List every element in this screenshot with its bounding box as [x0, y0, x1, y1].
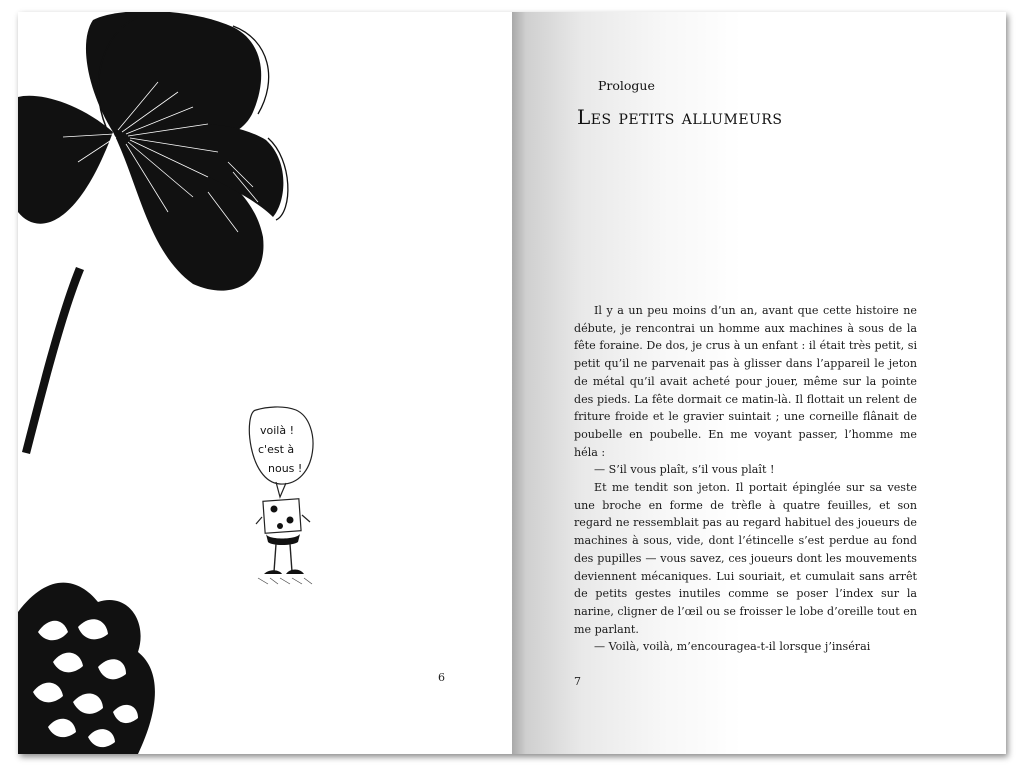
- page-number-right: 7: [574, 675, 581, 688]
- left-page: [18, 12, 512, 754]
- book-spread: [18, 12, 1006, 754]
- paragraph: — Voilà, voilà, m’encouragea-t-il lorsque j’insérai: [594, 640, 871, 654]
- chapter-title: Les petits allumeurs: [577, 105, 783, 129]
- paragraph: Et me tendit son jeton. Il portait épinglée sur sa veste une broche en forme de trèfle à quatre feuilles, et son regard ne ressemblait pas au regard habituel des joueurs de machines à sous, vide, dont l’étincelle s’est perdue au fond des pupilles — vous savez, ces joueurs dont les mouvements deviennent mécaniques. Lui souriait, et cumulait sans arrêt de petits gestes inutiles comme se poser l’index sur la narine, cligner de l’œil ou se froisser le lobe d’oreille tout en me parlant.: [574, 481, 917, 636]
- clover-flower-illustration: [18, 12, 512, 754]
- paragraph: Il y a un peu moins d’un an, avant que cette histoire ne débute, je rencontrai un homme aux machines à sous de la fête foraine. De dos, je crus à un enfant : il était très petit, si petit qu’il ne parvenait pas à glisser dans l’appareil le jeton de métal qu’il avait acheté pour jouer, même sur la pointe des pieds. La fête dormait ce matin-là. Il flottait un relent de friture froide et le gravier suintait ; une corneille flânait de poubelle en poubelle. En me voyant passer, l’homme me héla :: [574, 304, 917, 459]
- speech-bubble-line-3: nous !: [268, 462, 303, 475]
- clover-bloom-icon: [18, 583, 155, 754]
- speech-bubble-line-2: c'est à: [258, 443, 295, 456]
- paragraph: — S’il vous plaît, s’il vous plaît !: [594, 463, 775, 477]
- right-page: [512, 12, 1006, 754]
- page-number-left: 6: [438, 671, 445, 684]
- speech-bubble-line-1: voilà !: [260, 424, 294, 437]
- dice-character-illustration: [249, 407, 313, 584]
- chapter-label: Prologue: [598, 78, 655, 93]
- body-text: [574, 302, 917, 656]
